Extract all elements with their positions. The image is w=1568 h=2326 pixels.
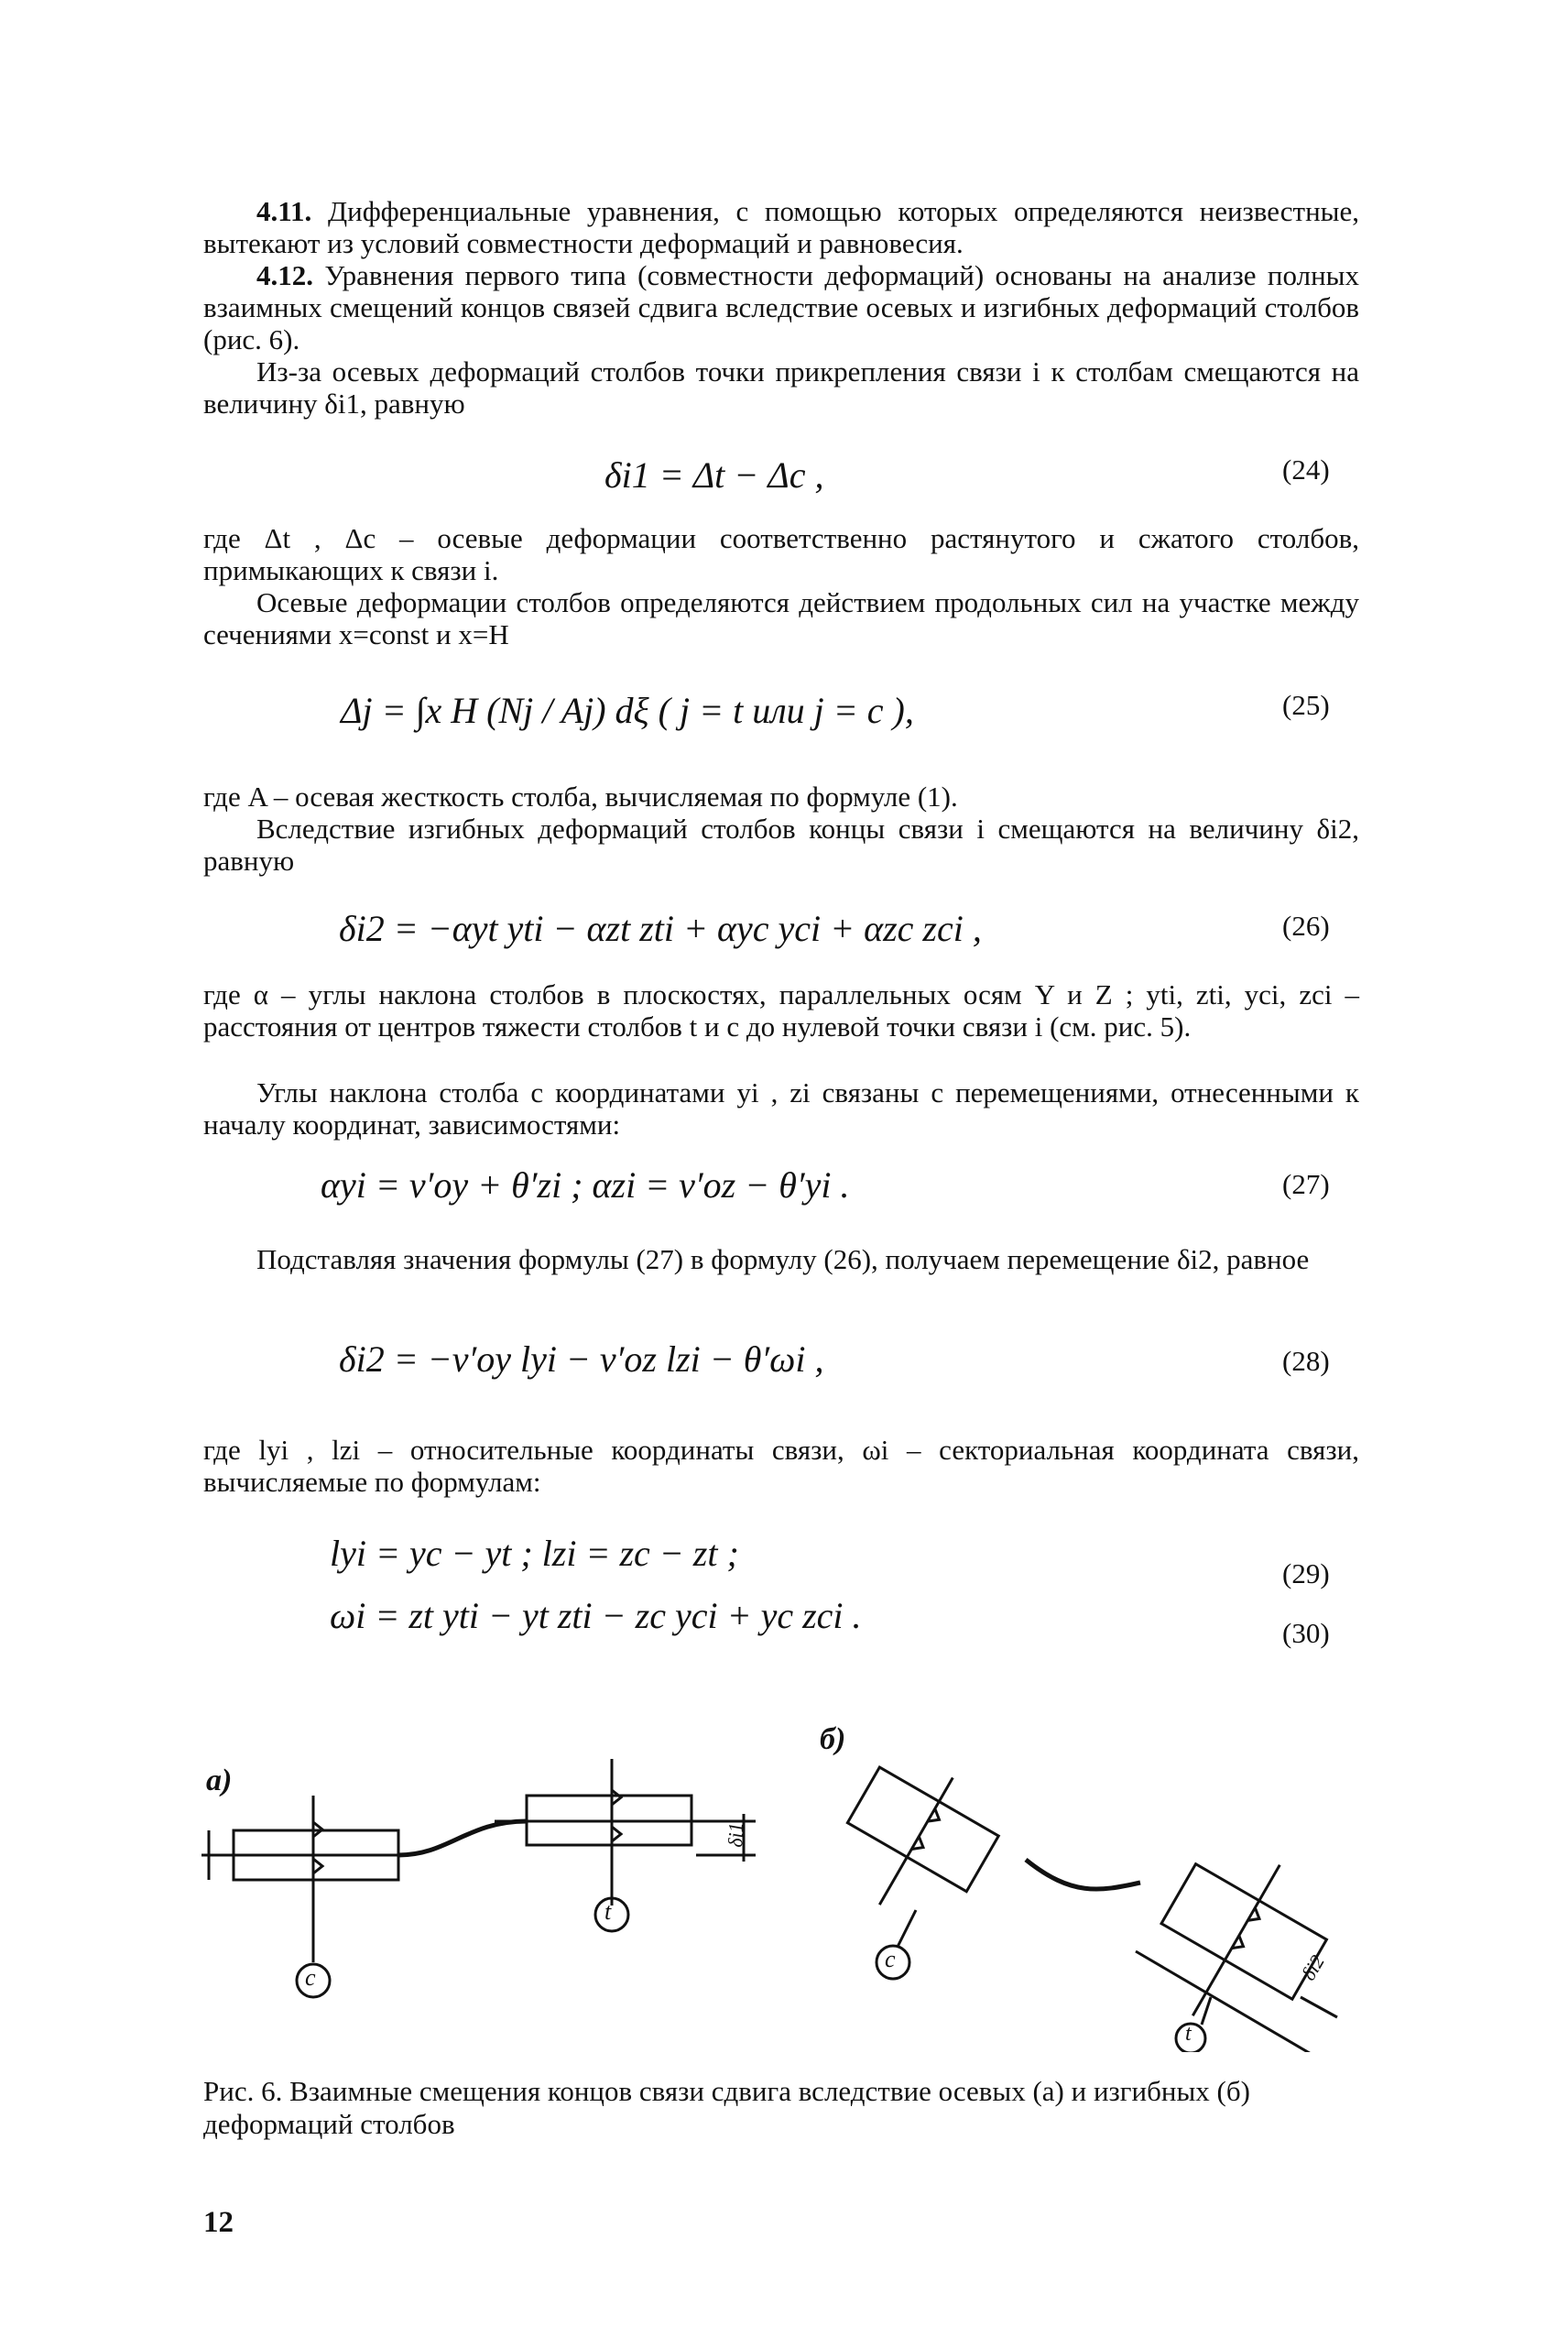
- paragraph-number: 4.12.: [256, 259, 313, 291]
- figure-caption: Рис. 6. Взаимные смещения концов связи сдвига вследствие осевых (а) и изгибных (б) деформаций столбов: [203, 2075, 1250, 2140]
- equation-27: αyi = v′oy + θ′zi ; αzi = v′oz − θ′yi .: [321, 1164, 850, 1206]
- paragraph-4-11: [203, 195, 1359, 259]
- equation-number-25: (25): [1282, 689, 1330, 721]
- paragraph-bending: Вследствие изгибных деформаций столбов концы связи i смещаются на величину δi2, равную: [203, 813, 1359, 877]
- figure-a-diagram: [201, 1759, 756, 1997]
- figure-label-a: a): [206, 1764, 233, 1797]
- paragraph-axial-deformation: Из-за осевых деформаций столбов точки прикрепления связи i к столбам смещаются на величину δi1, равную: [203, 355, 1359, 420]
- page-number: 12: [203, 2206, 234, 2239]
- figure-6: [0, 1722, 1568, 2052]
- paragraph-angles: Углы наклона столба с координатами yi , zi связаны с перемещениями, отнесенными к началу координат, зависимостями:: [203, 1076, 1359, 1141]
- equation-number-27: (27): [1282, 1168, 1330, 1200]
- dimension-label-b: δi2: [1296, 1950, 1329, 1984]
- paragraph-4-12: [203, 259, 1359, 355]
- paragraph-where-25: где A – осевая жесткость столба, вычисляемая по формуле (1).: [203, 781, 958, 813]
- equation-30: ωi = zt yti − yt zti − zc yci + yc zci .: [330, 1595, 862, 1636]
- equation-26: δi2 = −αyt yti − αzt zti + αyc yci + αzc zci ,: [339, 908, 982, 949]
- link-a: [398, 1821, 527, 1855]
- paragraph-number: 4.11.: [256, 195, 312, 227]
- equation-25: Δj = ∫x H (Nj / Aj) dξ ( j = t или j = c ),: [341, 690, 914, 731]
- column-t-b: [1161, 1864, 1326, 1999]
- node-t-label-a: t: [604, 1898, 612, 1925]
- equation-28: δi2 = −v′oy lyi − v′oz lzi − θ′ωi ,: [339, 1338, 824, 1380]
- equation-24: δi1 = Δt − Δc ,: [604, 454, 824, 496]
- paragraph-axial-forces: Осевые деформации столбов определяются действием продольных сил на участке между сечениями x=const и x=H: [203, 586, 1359, 650]
- figure-b-diagram: [820, 1743, 1347, 2052]
- paragraph-text: Уравнения первого типа (совместности деформаций) основаны на анализе полных взаимных смещений концов связей сдвига вследствие осевых и изгибных деформаций столбов (рис. 6).: [203, 259, 1359, 355]
- link-b: [1026, 1860, 1140, 1889]
- node-c-label-b: c: [885, 1946, 896, 1972]
- paragraph-where-26: где α – углы наклона столбов в плоскостях, параллельных осям Y и Z ; yti, zti, yci, zci – расстояния от центров тяжести столбов t и c до нулевой точки связи i (см. рис. 5).: [203, 978, 1359, 1043]
- equation-number-30: (30): [1282, 1617, 1330, 1649]
- paragraph-text: Дифференциальные уравнения, с помощью которых определяются неизвестные, вытекают из условий совместности деформаций и равновесия.: [203, 195, 1360, 259]
- node-c-label-a: c: [305, 1964, 316, 1991]
- paragraph-substitution: Подставляя значения формулы (27) в формулу (26), получаем перемещение δi2, равное: [256, 1243, 1310, 1275]
- equation-number-26: (26): [1282, 910, 1330, 942]
- paragraph-where-28: где lyi , lzi – относительные координаты связи, ωi – секториальная координата связи, вычисляемые по формулам:: [203, 1434, 1359, 1498]
- dimension-label-a: δi1: [724, 1822, 747, 1848]
- equation-number-28: (28): [1282, 1345, 1330, 1377]
- paragraph-where-24: где Δt , Δc – осевые деформации соответственно растянутого и сжатого столбов, примыкающих к связи i.: [203, 522, 1359, 586]
- equation-number-29: (29): [1282, 1557, 1330, 1589]
- equation-number-24: (24): [1282, 453, 1330, 486]
- equation-29: lyi = yc − yt ; lzi = zc − zt ;: [330, 1533, 739, 1574]
- figure-6-drawing: [0, 1722, 1568, 2052]
- figure-label-b: б): [820, 1722, 846, 1756]
- node-t-label-b: t: [1185, 2022, 1192, 2046]
